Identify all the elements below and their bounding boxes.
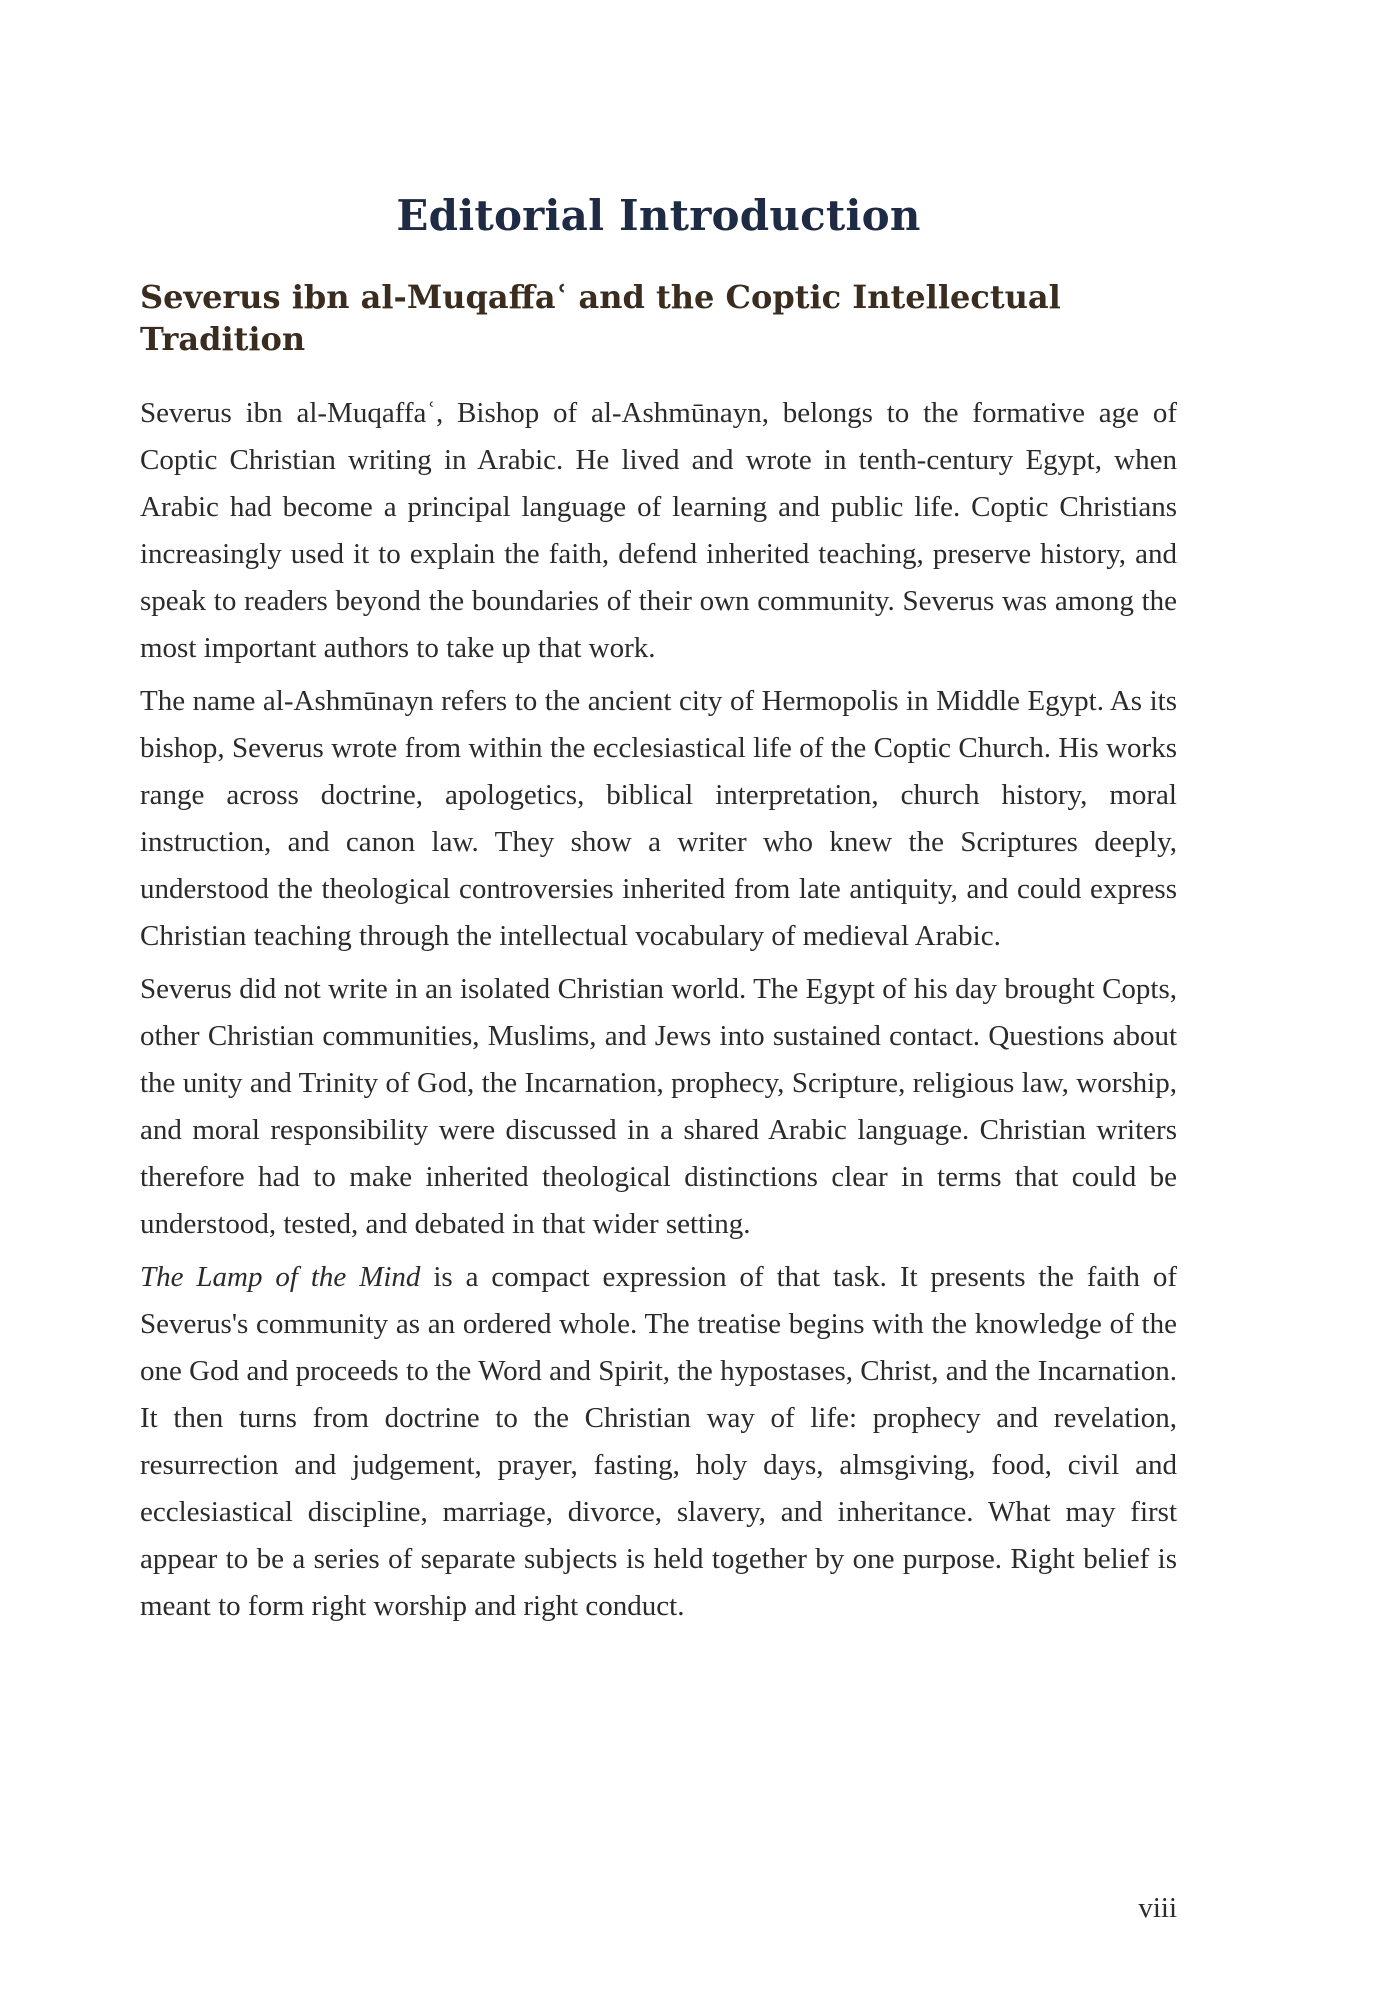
document-page bbox=[140, 0, 1177, 2000]
body-text bbox=[140, 390, 1177, 1636]
paragraph-2-text: The name al-Ashmūnayn refers to the ancient city of Hermopolis in Middle Egypt. As its bishop, Severus wrote from within the ecclesiastical life of the Coptic Church. His works range across doctrine, apologetics, biblical interpretation, church history, moral instruction, and canon law. They show a writer who knew the Scriptures deeply, understood the theological controversies inherited from late antiquity, and could express Christian teaching through the intellectual vocabulary of medieval Arabic. bbox=[140, 685, 1177, 952]
paragraph-1-text: Severus ibn al-Muqaffaʿ, Bishop of al-Ashmūnayn, belongs to the formative age of Coptic Christian writing in Arabic. He lived and wrote in tenth-century Egypt, when Arabic had become a principal language of learning and public life. Coptic Christians increasingly used it to explain the faith, defend inherited teaching, preserve history, and speak to readers beyond the boundaries of their own community. Severus was among the most important authors to take up that work. bbox=[140, 397, 1177, 664]
book-title-italic: The Lamp of the Mind bbox=[140, 1261, 421, 1293]
paragraph-3 bbox=[140, 966, 1177, 1248]
section-heading: Severus ibn al-Muqaffaʿ and the Coptic Intellectual Tradition bbox=[140, 278, 1061, 358]
paragraph-1 bbox=[140, 390, 1177, 672]
page-title: Editorial Introduction bbox=[396, 191, 921, 240]
paragraph-2 bbox=[140, 678, 1177, 960]
paragraph-4-text: is a compact expression of that task. It presents the faith of Severus's community as an ordered whole. The treatise begins with the knowledge of the one God and proceeds to the Word and Spirit, the hypostases, Christ, and the Incarnation. It then turns from doctrine to the Christian way of life: prophecy and revelation, resurrection and judgement, prayer, fasting, holy days, almsgiving, food, civil and ecclesiastical discipline, marriage, divorce, slavery, and inheritance. What may first appear to be a series of separate subjects is held together by one purpose. Right belief is meant to form right worship and right conduct. bbox=[140, 1261, 1177, 1622]
page-number: viii bbox=[1138, 1892, 1177, 1924]
paragraph-4 bbox=[140, 1254, 1177, 1630]
paragraph-3-text: Severus did not write in an isolated Christian world. The Egypt of his day brought Copts, other Christian communities, Muslims, and Jews into sustained contact. Questions about the unity and Trinity of God, the Incarnation, prophecy, Scripture, religious law, worship, and moral responsibility were discussed in a shared Arabic language. Christian writers therefore had to make inherited theological distinctions clear in terms that could be understood, tested, and debated in that wider setting. bbox=[140, 973, 1177, 1240]
